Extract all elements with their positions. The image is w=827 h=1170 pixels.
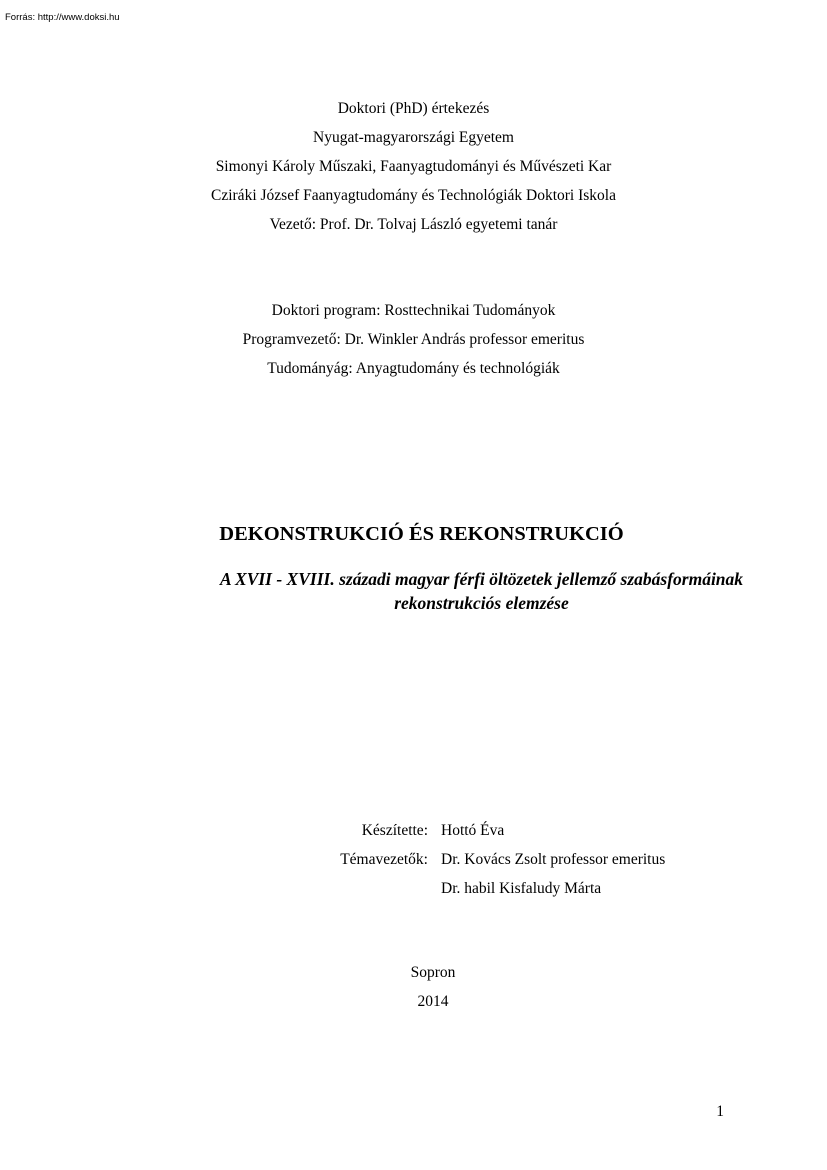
header-line-university: Nyugat-magyarországi Egyetem: [313, 129, 514, 146]
program-line-leader: Programvezető: Dr. Winkler András professor emeritus: [242, 331, 585, 348]
institution-header: [0, 94, 827, 239]
prepared-by-name: Hottó Éva: [441, 822, 505, 839]
year: 2014: [417, 993, 449, 1010]
program-line-field: Tudományág: Anyagtudomány és technológiák: [267, 360, 560, 377]
supervisor-2-name: Dr. habil Kisfaludy Márta: [441, 880, 602, 897]
source-note: Forrás: http://www.doksi.hu: [5, 12, 120, 23]
header-line-doctoral-school: Cziráki József Faanyagtudomány és Technológiák Doktori Iskola: [211, 187, 616, 204]
program-line-name: Doktori program: Rosttechnikai Tudományok: [271, 302, 556, 319]
supervisors-label: Témavezetők:: [340, 851, 428, 868]
header-line-thesis-type: Doktori (PhD) értekezés: [337, 100, 490, 117]
author-values: [441, 816, 665, 903]
prepared-by-label: Készítette:: [361, 822, 428, 839]
subtitle-line-2: rekonstrukciós elemzése: [394, 593, 569, 613]
place-and-year: [0, 958, 827, 1016]
supervisor-1-name: Dr. Kovács Zsolt professor emeritus: [441, 851, 666, 868]
author-labels: [0, 816, 428, 874]
header-line-head: Vezető: Prof. Dr. Tolvaj László egyetemi tanár: [269, 216, 558, 233]
document-title: DEKONSTRUKCIÓ ÉS REKONSTRUKCIÓ: [219, 523, 624, 545]
program-info: [0, 296, 827, 383]
subtitle-line-1: A XVII - XVIII. századi magyar férfi öltözetek jellemző szabásformáinak: [219, 569, 744, 589]
document-subtitle: [0, 567, 827, 615]
place: Sopron: [410, 964, 456, 981]
page-number: 1: [716, 1103, 724, 1120]
header-line-faculty: Simonyi Károly Műszaki, Faanyagtudományi és Művészeti Kar: [215, 158, 612, 175]
